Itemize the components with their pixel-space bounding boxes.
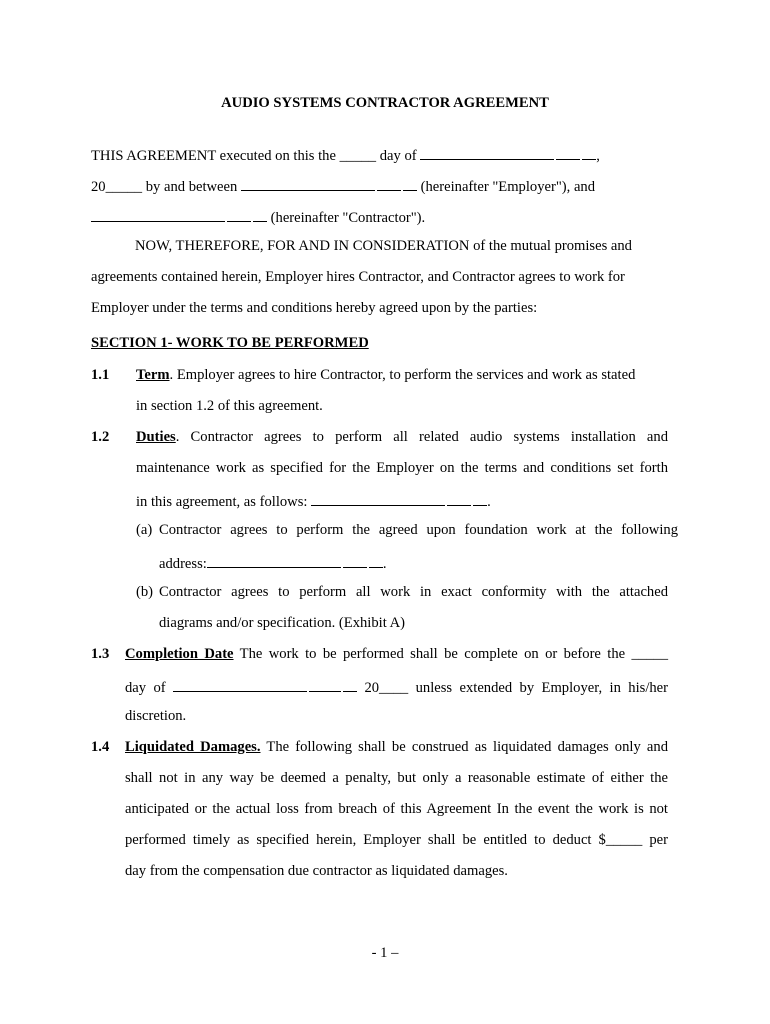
item-a-line-2 (159, 554, 386, 572)
section-1-3-line-3: discretion. (125, 708, 187, 724)
item-a-label: (a) (136, 522, 153, 538)
month-blank-extra[interactable] (556, 146, 580, 160)
month-blank[interactable] (420, 146, 554, 160)
intro-line-3-end: (hereinafter "Contractor"). (270, 210, 426, 227)
completion-month-blank-extra[interactable] (309, 678, 341, 692)
section-1-2-text: . Contractor agrees to perform all related audio systems installation and (175, 429, 668, 445)
consideration-line-3: Employer under the terms and conditions hereby agreed upon by the parties: (91, 300, 538, 316)
section-1-3-line-2 (125, 678, 668, 696)
section-1-4-line-2: shall not in any way be deemed a penalty, but only a reasonable estimate of either the (125, 770, 668, 786)
section-1-4-line-3: anticipated or the actual loss from breach of this Agreement In the event the work is not (125, 801, 668, 817)
item-b-label: (b) (136, 584, 154, 600)
section-1-1-number: 1.1 (91, 367, 110, 383)
intro-line-2-end: (hereinafter "Employer"), and (420, 179, 596, 196)
section-1-3-text: The work to be performed shall be complete on or before the _____ (239, 646, 668, 662)
section-1-2-line-3-text: in this agreement, as follows: (136, 494, 308, 511)
duties-blank-short[interactable] (473, 492, 487, 506)
section-1-heading: SECTION 1- WORK TO BE PERFORMED (91, 335, 369, 351)
section-1-2-line-3 (136, 492, 491, 510)
month-blank-short[interactable] (582, 146, 596, 160)
section-1-4-line-4: performed timely as specified herein, Employer shall be entitled to deduct $_____ per (125, 832, 668, 848)
consideration-line-2: agreements contained herein, Employer hires Contractor, and Contractor agrees to work for (91, 269, 625, 285)
section-1-1-text: . Employer agrees to hire Contractor, to perform the services and work as stated (169, 367, 636, 383)
section-1-2-line-1 (136, 430, 668, 445)
page-number: - 1 – (371, 945, 399, 961)
consideration-line-1: NOW, THEREFORE, FOR AND IN CONSIDERATION of the mutual promises and (135, 238, 632, 254)
section-1-3-number: 1.3 (91, 646, 110, 662)
employer-name-blank-short[interactable] (403, 177, 417, 191)
section-1-1-line-1 (136, 368, 635, 383)
completion-month-blank[interactable] (173, 678, 307, 692)
item-b-line-2: diagrams and/or specification. (Exhibit A) (159, 615, 405, 631)
section-1-4-line-1 (125, 740, 668, 755)
section-1-4-number: 1.4 (91, 739, 110, 755)
duties-blank-extra[interactable] (447, 492, 471, 506)
section-1-2-line-2: maintenance work as specified for the Employer on the terms and conditions set forth (136, 460, 668, 476)
day-of-label: day of (125, 680, 166, 697)
address-blank-short[interactable] (369, 554, 383, 568)
intro-line-3 (91, 208, 425, 226)
section-1-4-title: Liquidated Damages. (125, 739, 261, 755)
address-blank-extra[interactable] (343, 554, 367, 568)
section-1-3-line-2-end: 20____ unless extended by Employer, in his/her (364, 680, 669, 697)
section-1-2-line-3-end: . (487, 494, 491, 511)
address-label: address: (159, 556, 207, 573)
contractor-name-blank[interactable] (91, 208, 225, 222)
address-blank[interactable] (207, 554, 341, 568)
section-1-4-text: The following shall be construed as liquidated damages only and (266, 739, 668, 755)
document-title: AUDIO SYSTEMS CONTRACTOR AGREEMENT (221, 95, 549, 111)
intro-line-1-text: THIS AGREEMENT executed on this the _____ day of (91, 148, 417, 165)
employer-name-blank[interactable] (241, 177, 375, 191)
section-1-4-line-5: day from the compensation due contractor as liquidated damages. (125, 863, 508, 879)
contractor-name-blank-short[interactable] (253, 208, 267, 222)
intro-line-2 (91, 177, 595, 195)
section-1-2-title: Duties (136, 429, 176, 445)
intro-line-1 (91, 146, 600, 164)
section-1-3-line-1 (125, 647, 668, 662)
section-1-1-line-2: in section 1.2 of this agreement. (136, 398, 323, 414)
duties-blank[interactable] (311, 492, 445, 506)
section-1-1-title: Term (136, 367, 170, 383)
employer-name-blank-extra[interactable] (377, 177, 401, 191)
item-a-end: . (382, 556, 387, 573)
contractor-name-blank-extra[interactable] (227, 208, 251, 222)
intro-line-1-comma: , (596, 148, 600, 165)
intro-line-2-text: 20_____ by and between (91, 179, 238, 196)
section-1-2-number: 1.2 (91, 429, 110, 445)
section-1-3-title: Completion Date (125, 646, 234, 662)
item-b-line-1: Contractor agrees to perform all work in exact conformity with the attached (159, 584, 668, 600)
completion-month-blank-short[interactable] (343, 678, 357, 692)
item-a-line-1: Contractor agrees to perform the agreed upon foundation work at the following (159, 522, 678, 538)
